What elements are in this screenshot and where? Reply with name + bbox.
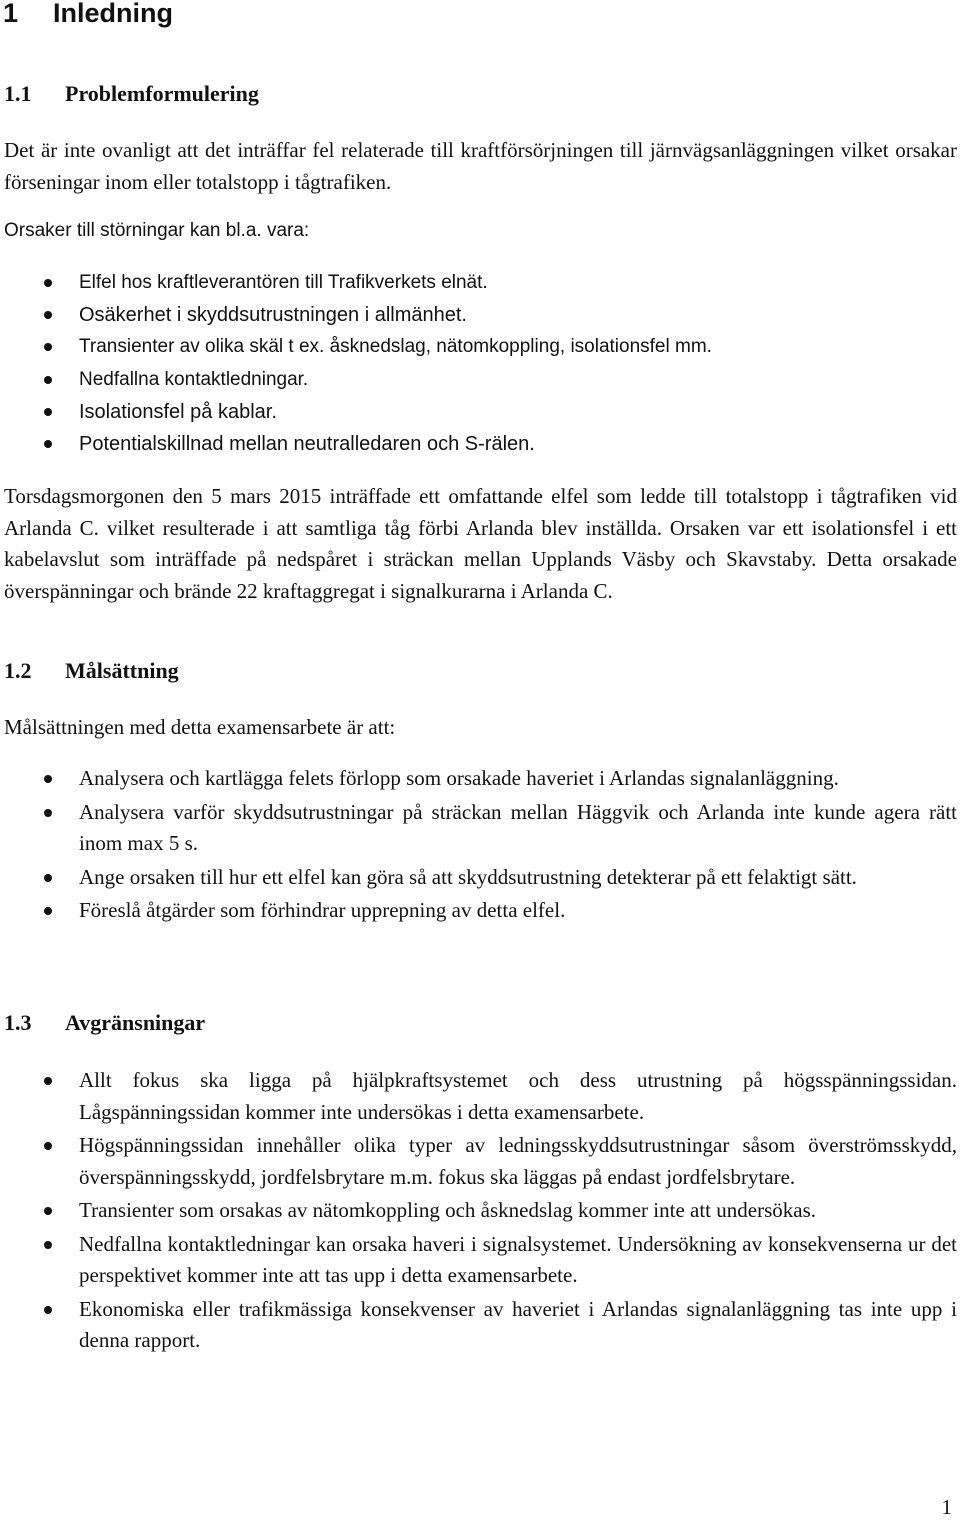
list-item: Isolationsfel på kablar.: [4, 396, 957, 428]
list-item: Högspänningssidan innehåller olika typer av ledningsskyddsutrustningar såsom överströmsskydd, överspänningsskydd, jordfelsbrytare m.m. fokus ska läggas på endast jordfelsbrytare.: [4, 1130, 957, 1193]
goals-lead: Målsättningen med detta examensarbete är att:: [4, 715, 396, 739]
section-number: 1.3: [4, 1010, 32, 1035]
list-item: Ange orsaken till hur ett elfel kan göra så att skyddsutrustning detekterar på ett felaktigt sätt.: [4, 862, 957, 894]
intro-paragraph: Det är inte ovanligt att det inträffar fel relaterade till kraftförsörjningen till järnvägsanläggningen vilket orsakar förseningar inom eller totalstopp i tågtrafiken.: [4, 138, 957, 194]
section-title: Problemformulering: [65, 81, 259, 106]
limits-list: [4, 1065, 957, 1357]
chapter-heading: [3, 0, 173, 30]
list-item: Allt fokus ska ligga på hjälpkraftsystemet och dess utrustning på högsspänningssidan. Lågspänningssidan kommer inte undersökas i detta examensarbete.: [4, 1065, 957, 1128]
section-heading-1-3: [4, 1008, 205, 1038]
bullet-icon: [44, 809, 52, 817]
section-heading-1-2: [4, 656, 179, 686]
bullet-icon: [44, 408, 52, 416]
goals-list: [4, 763, 957, 927]
list-item: Ekonomiska eller trafikmässiga konsekvenser av haveriet i Arlandas signalanläggning tas inte upp i denna rapport.: [4, 1294, 957, 1357]
list-item: Elfel hos kraftleverantören till Trafikverkets elnät.: [4, 267, 957, 299]
list-item: Föreslå åtgärder som förhindrar upprepning av detta elfel.: [4, 895, 957, 927]
bullet-icon: [44, 376, 52, 384]
bullet-icon: [44, 1241, 52, 1249]
list-item: Analysera och kartlägga felets förlopp som orsakade haveriet i Arlandas signalanläggning.: [4, 763, 957, 795]
list-item: Transienter av olika skäl t ex. åsknedslag, nätomkoppling, isolationsfel mm.: [4, 331, 957, 363]
list-item: Transienter som orsakas av nätomkoppling och åsknedslag kommer inte att undersökas.: [4, 1195, 957, 1227]
bullet-icon: [44, 1142, 52, 1150]
section-title: Avgränsningar: [65, 1010, 206, 1035]
bullet-icon: [44, 1207, 52, 1215]
list-item: Nedfallna kontaktledningar.: [4, 364, 957, 396]
bullet-icon: [44, 1077, 52, 1085]
bullet-icon: [44, 907, 52, 915]
section-heading-1-1: [4, 79, 259, 109]
bullet-icon: [44, 279, 52, 287]
bullet-icon: [44, 311, 52, 319]
list-item: Potentialskillnad mellan neutralledaren och S-rälen.: [4, 428, 957, 460]
list-item: Osäkerhet i skyddsutrustningen i allmänhet.: [4, 299, 957, 331]
section-number: 1.1: [4, 81, 32, 106]
chapter-number: 1: [3, 0, 19, 28]
chapter-title: Inledning: [53, 0, 173, 28]
section-title: Målsättning: [65, 658, 179, 683]
incident-paragraph: Torsdagsmorgonen den 5 mars 2015 inträffade ett omfattande elfel som ledde till totalstopp i tågtrafiken vid Arlanda C. vilket resulterade i att samtliga tåg förbi Arlanda blev inställda. Orsaken var ett isolationsfel i ett kabelavslut som inträffade på nedspåret i sträckan mellan Upplands Väsby och Skavstaby. Detta orsakade överspänningar och brände 22 kraftaggregat i signalkurarna i Arlanda C.: [4, 484, 957, 603]
list-item: Analysera varför skyddsutrustningar på sträckan mellan Häggvik och Arlanda inte kunde agera rätt inom max 5 s.: [4, 797, 957, 860]
bullet-icon: [44, 1306, 52, 1314]
page-number: 1: [941, 1495, 952, 1519]
bullet-icon: [44, 775, 52, 783]
list-item: Nedfallna kontaktledningar kan orsaka haveri i signalsystemet. Undersökning av konsekvenserna ur det perspektivet kommer inte att tas upp i detta examensarbete.: [4, 1229, 957, 1292]
bullet-icon: [44, 874, 52, 882]
section-number: 1.2: [4, 658, 32, 683]
causes-list: [4, 267, 957, 460]
bullet-icon: [44, 440, 52, 448]
causes-lead: Orsaker till störningar kan bl.a. vara:: [4, 220, 310, 241]
bullet-icon: [44, 343, 52, 351]
